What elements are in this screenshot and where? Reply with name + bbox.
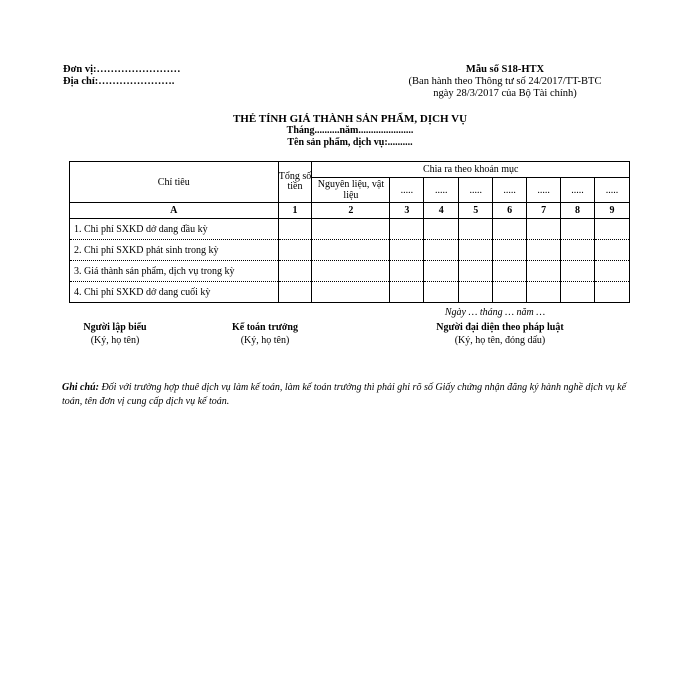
chief-accountant-block: [210, 321, 320, 347]
table-row: [70, 219, 630, 240]
table-cell[interactable]: [561, 219, 595, 240]
col-blank-header: .....: [527, 178, 561, 203]
address-line: Địa chỉ:………………….: [63, 76, 175, 87]
table-cell[interactable]: [278, 219, 312, 240]
col-blank-header: .....: [561, 178, 595, 203]
table-cell[interactable]: [278, 240, 312, 261]
table-cell[interactable]: [527, 282, 561, 303]
col-blank-header: .....: [390, 178, 424, 203]
table-cell[interactable]: [493, 240, 527, 261]
table-cell[interactable]: [493, 219, 527, 240]
table-cell[interactable]: [312, 282, 390, 303]
col-letter: 8: [561, 203, 595, 219]
note-block: [62, 381, 634, 409]
table-cell[interactable]: [390, 261, 424, 282]
chief-accountant-title: Kế toán trưởng: [232, 322, 298, 333]
table-cell[interactable]: [278, 282, 312, 303]
legal-rep-note: (Ký, họ tên, đóng dấu): [454, 335, 546, 346]
table-cell[interactable]: [278, 261, 312, 282]
table-cell[interactable]: [459, 261, 493, 282]
chief-accountant-note: (Ký, họ tên): [240, 335, 290, 346]
table-cell[interactable]: [594, 282, 629, 303]
col-breakdown-header: Chia ra theo khoản mục: [312, 162, 630, 178]
col-material-header: Nguyên liệu, vật liệu: [312, 178, 390, 203]
form-basis-1: (Ban hành theo Thông tư số 24/2017/TT-BTC: [408, 76, 602, 87]
page-title: THẺ TÍNH GIÁ THÀNH SẢN PHẨM, DỊCH VỤ: [232, 113, 468, 125]
table-cell[interactable]: [527, 240, 561, 261]
col-letter: 2: [312, 203, 390, 219]
col-blank-header: .....: [459, 178, 493, 203]
table-cell[interactable]: [493, 282, 527, 303]
table-cell[interactable]: [561, 261, 595, 282]
date-line: Ngày … tháng … năm …: [444, 307, 546, 318]
product-line: Tên sản phẩm, dịch vụ:..........: [287, 137, 413, 148]
table-cell[interactable]: [561, 282, 595, 303]
table-cell[interactable]: [493, 261, 527, 282]
title-block: [150, 113, 550, 149]
letter-row: [70, 203, 630, 219]
table-cell[interactable]: [561, 240, 595, 261]
note-label: Ghi chú:: [62, 382, 99, 393]
table-cell[interactable]: [312, 219, 390, 240]
legal-rep-title: Người đại diện theo pháp luật: [436, 322, 564, 333]
table-cell[interactable]: [312, 240, 390, 261]
table-cell[interactable]: [424, 219, 459, 240]
form-basis-2: ngày 28/3/2017 của Bộ Tài chính): [433, 88, 577, 99]
table-row: [70, 261, 630, 282]
row-label: 1. Chi phí SXKD dở dang đầu kỳ: [70, 219, 279, 240]
row-label: 4. Chi phí SXKD dở dang cuối kỳ: [70, 282, 279, 303]
table-cell[interactable]: [594, 219, 629, 240]
table-cell[interactable]: [424, 261, 459, 282]
table-row: [70, 282, 630, 303]
row-label: 2. Chi phí SXKD phát sinh trong kỳ: [70, 240, 279, 261]
table-cell[interactable]: [424, 240, 459, 261]
col-letter: 7: [527, 203, 561, 219]
period-line: Tháng..........năm......................: [286, 125, 414, 136]
table-cell[interactable]: [390, 219, 424, 240]
table-cell[interactable]: [594, 261, 629, 282]
preparer-title: Người lập biểu: [83, 322, 147, 333]
table-cell[interactable]: [527, 219, 561, 240]
col-letter: A: [70, 203, 279, 219]
preparer-note: (Ký, họ tên): [90, 335, 140, 346]
col-letter: 5: [459, 203, 493, 219]
col-letter: 6: [493, 203, 527, 219]
table-cell[interactable]: [459, 240, 493, 261]
col-total-header: Tổng số tiền: [278, 162, 312, 203]
note-text: Đối với trường hợp thuê dịch vụ làm kế toán, làm kế toán trưởng thì phải ghi rõ số Giấy chứng nhận đăng ký hành nghề dịch vụ kế toán, tên đơn vị cung cấp dịch vụ kế toán.: [62, 382, 627, 407]
form-code: Mẫu số S18-HTX: [465, 64, 545, 75]
row-label: 3. Giá thành sản phẩm, dịch vụ trong kỳ: [70, 261, 279, 282]
table-cell[interactable]: [390, 282, 424, 303]
col-blank-header: .....: [493, 178, 527, 203]
col-blank-header: .....: [424, 178, 459, 203]
legal-rep-block: [405, 321, 595, 347]
table-cell[interactable]: [424, 282, 459, 303]
col-letter: 4: [424, 203, 459, 219]
form-block: [360, 64, 650, 100]
col-letter: 9: [594, 203, 629, 219]
table-cell[interactable]: [594, 240, 629, 261]
col-letter: 3: [390, 203, 424, 219]
table-cell[interactable]: [390, 240, 424, 261]
cost-table: [69, 161, 630, 303]
table-row: [70, 240, 630, 261]
table-cell[interactable]: [312, 261, 390, 282]
unit-line: Đơn vị:……………………: [63, 64, 181, 75]
table-cell[interactable]: [459, 219, 493, 240]
preparer-block: [60, 321, 170, 347]
table-cell[interactable]: [527, 261, 561, 282]
col-blank-header: .....: [594, 178, 629, 203]
col-letter: 1: [278, 203, 312, 219]
table-cell[interactable]: [459, 282, 493, 303]
col-indicator-header: Chỉ tiêu: [70, 162, 279, 203]
